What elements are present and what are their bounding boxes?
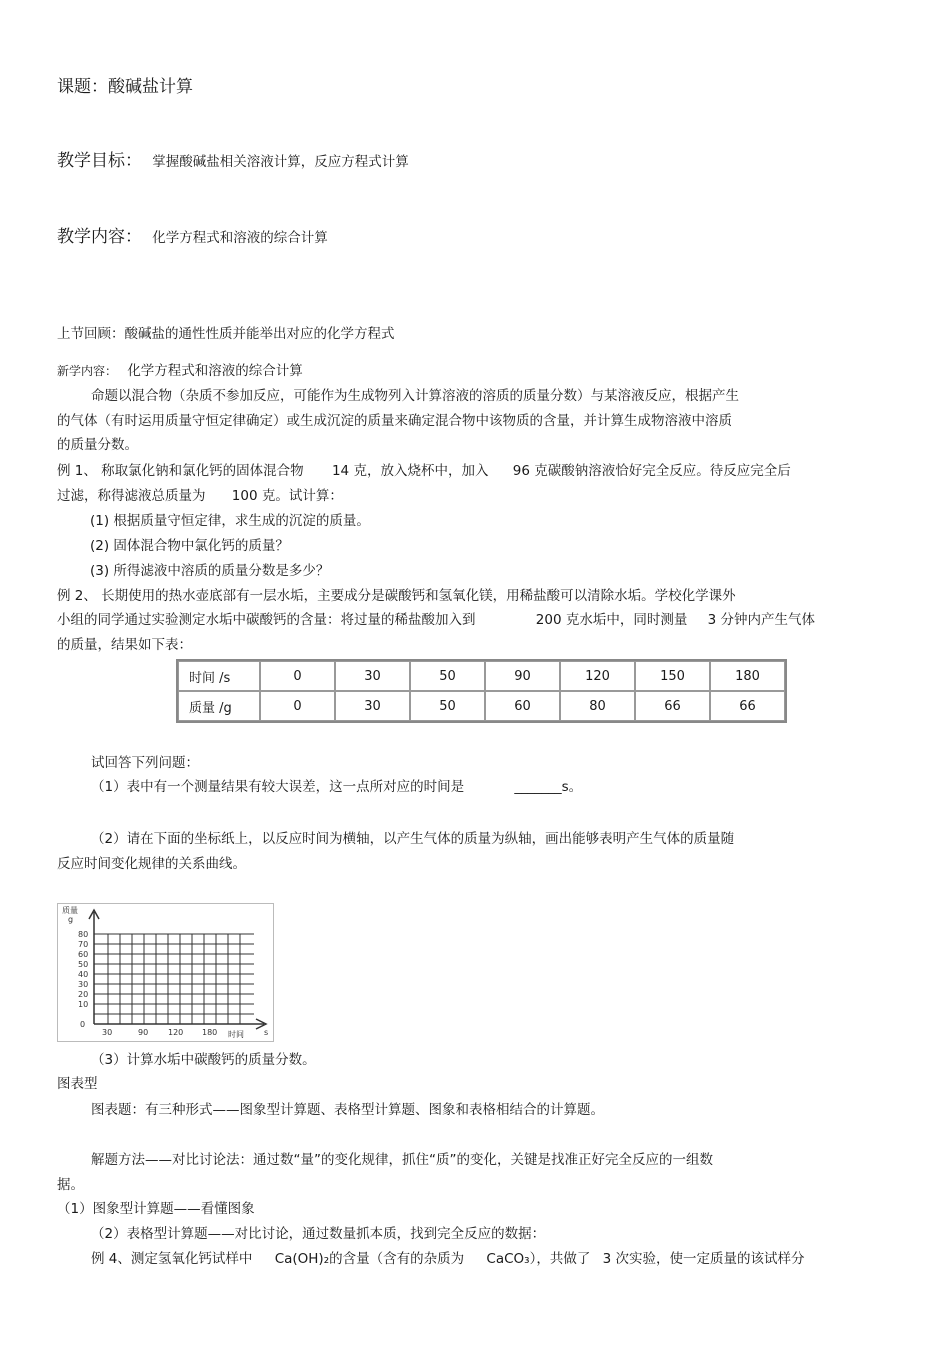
y-tick-label: 80 <box>78 930 89 939</box>
table-cell: 30 <box>335 661 410 691</box>
table-cell: 50 <box>410 661 485 691</box>
new-content-label: 新学内容： <box>57 364 118 378</box>
table-cell: 80 <box>560 691 635 721</box>
review-line: 上节回顾：酸碱盐的通性性质并能举出对应的化学方程式 <box>57 326 395 342</box>
answer-blank: _______s。 <box>514 779 583 795</box>
new-content-value: 化学方程式和溶液的综合计算 <box>127 363 303 379</box>
example2-q3: （3）计算水垢中碳酸钙的质量分数。 <box>91 1052 316 1068</box>
table-row <box>178 661 785 691</box>
goal-line <box>57 150 409 172</box>
topic-value: 酸碱盐计算 <box>108 77 193 97</box>
answer-prompt: 试回答下列问题： <box>91 755 199 771</box>
coordinate-grid <box>57 903 274 1042</box>
example1-q1: (1) 根据质量守恒定律，求生成的沉淀的质量。 <box>90 513 370 529</box>
table-row <box>178 691 785 721</box>
content-line <box>57 226 328 248</box>
example2-line2 <box>57 611 815 629</box>
graph-xunit: s <box>264 1028 269 1037</box>
example4-a: 例 4、测定氢氧化钙试样中 <box>91 1251 253 1267</box>
section-desc: 图表题：有三种形式——图象型计算题、表格型计算题、图象和表格相结合的计算题。 <box>91 1102 604 1118</box>
example4-c: CaCO₃），共做了 <box>486 1251 591 1267</box>
table-cell: 60 <box>485 691 560 721</box>
x-tick-label: 30 <box>102 1028 113 1037</box>
intro-line-1: 命题以混合物（杂质不参加反应，可能作为生成物列入计算溶液的溶质的质量分数）与某溶液反应，根据产生 <box>91 388 739 404</box>
table-cell: 66 <box>710 691 785 721</box>
example1-line1-b: 14 克，放入烧杯中，加入 <box>331 463 489 479</box>
example1-line2-b: 100 克。试计算： <box>231 488 343 504</box>
method-line2: 据。 <box>57 1177 84 1193</box>
time-mass-table <box>176 659 787 723</box>
x-tick-label: 90 <box>138 1028 149 1037</box>
example2-line3: 的质量，结果如下表： <box>57 637 192 653</box>
content-label: 教学内容： <box>57 227 142 247</box>
y-tick-label: 40 <box>78 970 89 979</box>
example2-line1: 例 2、 长期使用的热水壶底部有一层水垢，主要成分是碳酸钙和氢氧化镁，用稀盐酸可以清除水垢。学校化学课外 <box>57 588 736 604</box>
topic-label: 课题： <box>57 77 108 97</box>
example1-line1 <box>57 462 791 480</box>
topic-line <box>57 76 193 98</box>
table-cell: 120 <box>560 661 635 691</box>
table-cell: 66 <box>635 691 710 721</box>
y-tick-label: 30 <box>78 980 89 989</box>
y-tick-label: 50 <box>78 960 89 969</box>
example2-q2-line1: （2）请在下面的坐标纸上，以反应时间为横轴，以产生气体的质量为纵轴，画出能够表明产生气体的质量随 <box>91 831 735 847</box>
row-header-time: 时间 /s <box>178 661 260 691</box>
table-cell: 180 <box>710 661 785 691</box>
y-tick-label: 70 <box>78 940 89 949</box>
graph-ylabel: 质量 <box>62 906 78 915</box>
example1-q2: (2) 固体混合物中氯化钙的质量？ <box>90 538 289 554</box>
example2-q1-text: （1）表中有一个测量结果有较大误差，这一点所对应的时间是 <box>91 779 465 795</box>
x-tick-label: 120 <box>168 1028 184 1037</box>
example4-d: 3 次实验，使一定质量的该试样分 <box>602 1251 805 1267</box>
example1-q3: (3) 所得滤液中溶质的质量分数是多少？ <box>90 563 330 579</box>
table-cell: 0 <box>260 691 335 721</box>
item1: （1）图象型计算题——看懂图象 <box>57 1201 255 1217</box>
graph-xlabel: 时间 <box>228 1030 244 1039</box>
example4-b: Ca(OH)₂的含量（含有的杂质为 <box>274 1251 465 1267</box>
row-header-mass: 质量 /g <box>178 691 260 721</box>
table-cell: 0 <box>260 661 335 691</box>
section-title: 图表型 <box>57 1076 98 1092</box>
y-tick-label: 20 <box>78 990 89 999</box>
example1-line1-a: 例 1、 称取氯化钠和氯化钙的固体混合物 <box>57 463 304 479</box>
table-cell: 150 <box>635 661 710 691</box>
example4-line <box>91 1250 805 1268</box>
example1-line1-c: 96 克碳酸钠溶液恰好完全反应。待反应完全后 <box>512 463 791 479</box>
example2-q2-line2: 反应时间变化规律的关系曲线。 <box>57 856 246 872</box>
table-cell: 90 <box>485 661 560 691</box>
goal-label: 教学目标： <box>57 151 142 171</box>
intro-line-3: 的质量分数。 <box>57 437 138 453</box>
example2-q1 <box>91 778 582 796</box>
table-cell: 30 <box>335 691 410 721</box>
goal-value: 掌握酸碱盐相关溶液计算，反应方程式计算 <box>152 154 409 170</box>
intro-line-2: 的气体（有时运用质量守恒定律确定）或生成沉淀的质量来确定混合物中该物质的含量，并计算生成物溶液中溶质 <box>57 413 732 429</box>
example2-line2-c: 3 分钟内产生气体 <box>707 612 816 628</box>
graph-yunit: g <box>68 915 74 924</box>
example2-line2-a: 小组的同学通过实验测定水垢中碳酸钙的含量：将过量的稀盐酸加入到 <box>57 612 476 628</box>
example1-line2-a: 过滤，称得滤液总质量为 <box>57 488 206 504</box>
x-tick-label: 180 <box>202 1028 218 1037</box>
example1-line2 <box>57 487 343 505</box>
content-value: 化学方程式和溶液的综合计算 <box>152 230 328 246</box>
y-tick-label: 10 <box>78 1000 89 1009</box>
example2-line2-b: 200 克水垢中，同时测量 <box>535 612 688 628</box>
grid-svg <box>58 904 273 1041</box>
method-line1: 解题方法——对比讨论法：通过数“量”的变化规律，抓住“质”的变化，关键是找准正好完全反应的一组数 <box>91 1152 713 1168</box>
item2: （2）表格型计算题——对比讨论，通过数量抓本质，找到完全反应的数据： <box>91 1226 546 1242</box>
table-cell: 50 <box>410 691 485 721</box>
y-tick-label: 60 <box>78 950 89 959</box>
new-content-line <box>57 362 303 380</box>
y-tick-label: 0 <box>80 1020 86 1029</box>
